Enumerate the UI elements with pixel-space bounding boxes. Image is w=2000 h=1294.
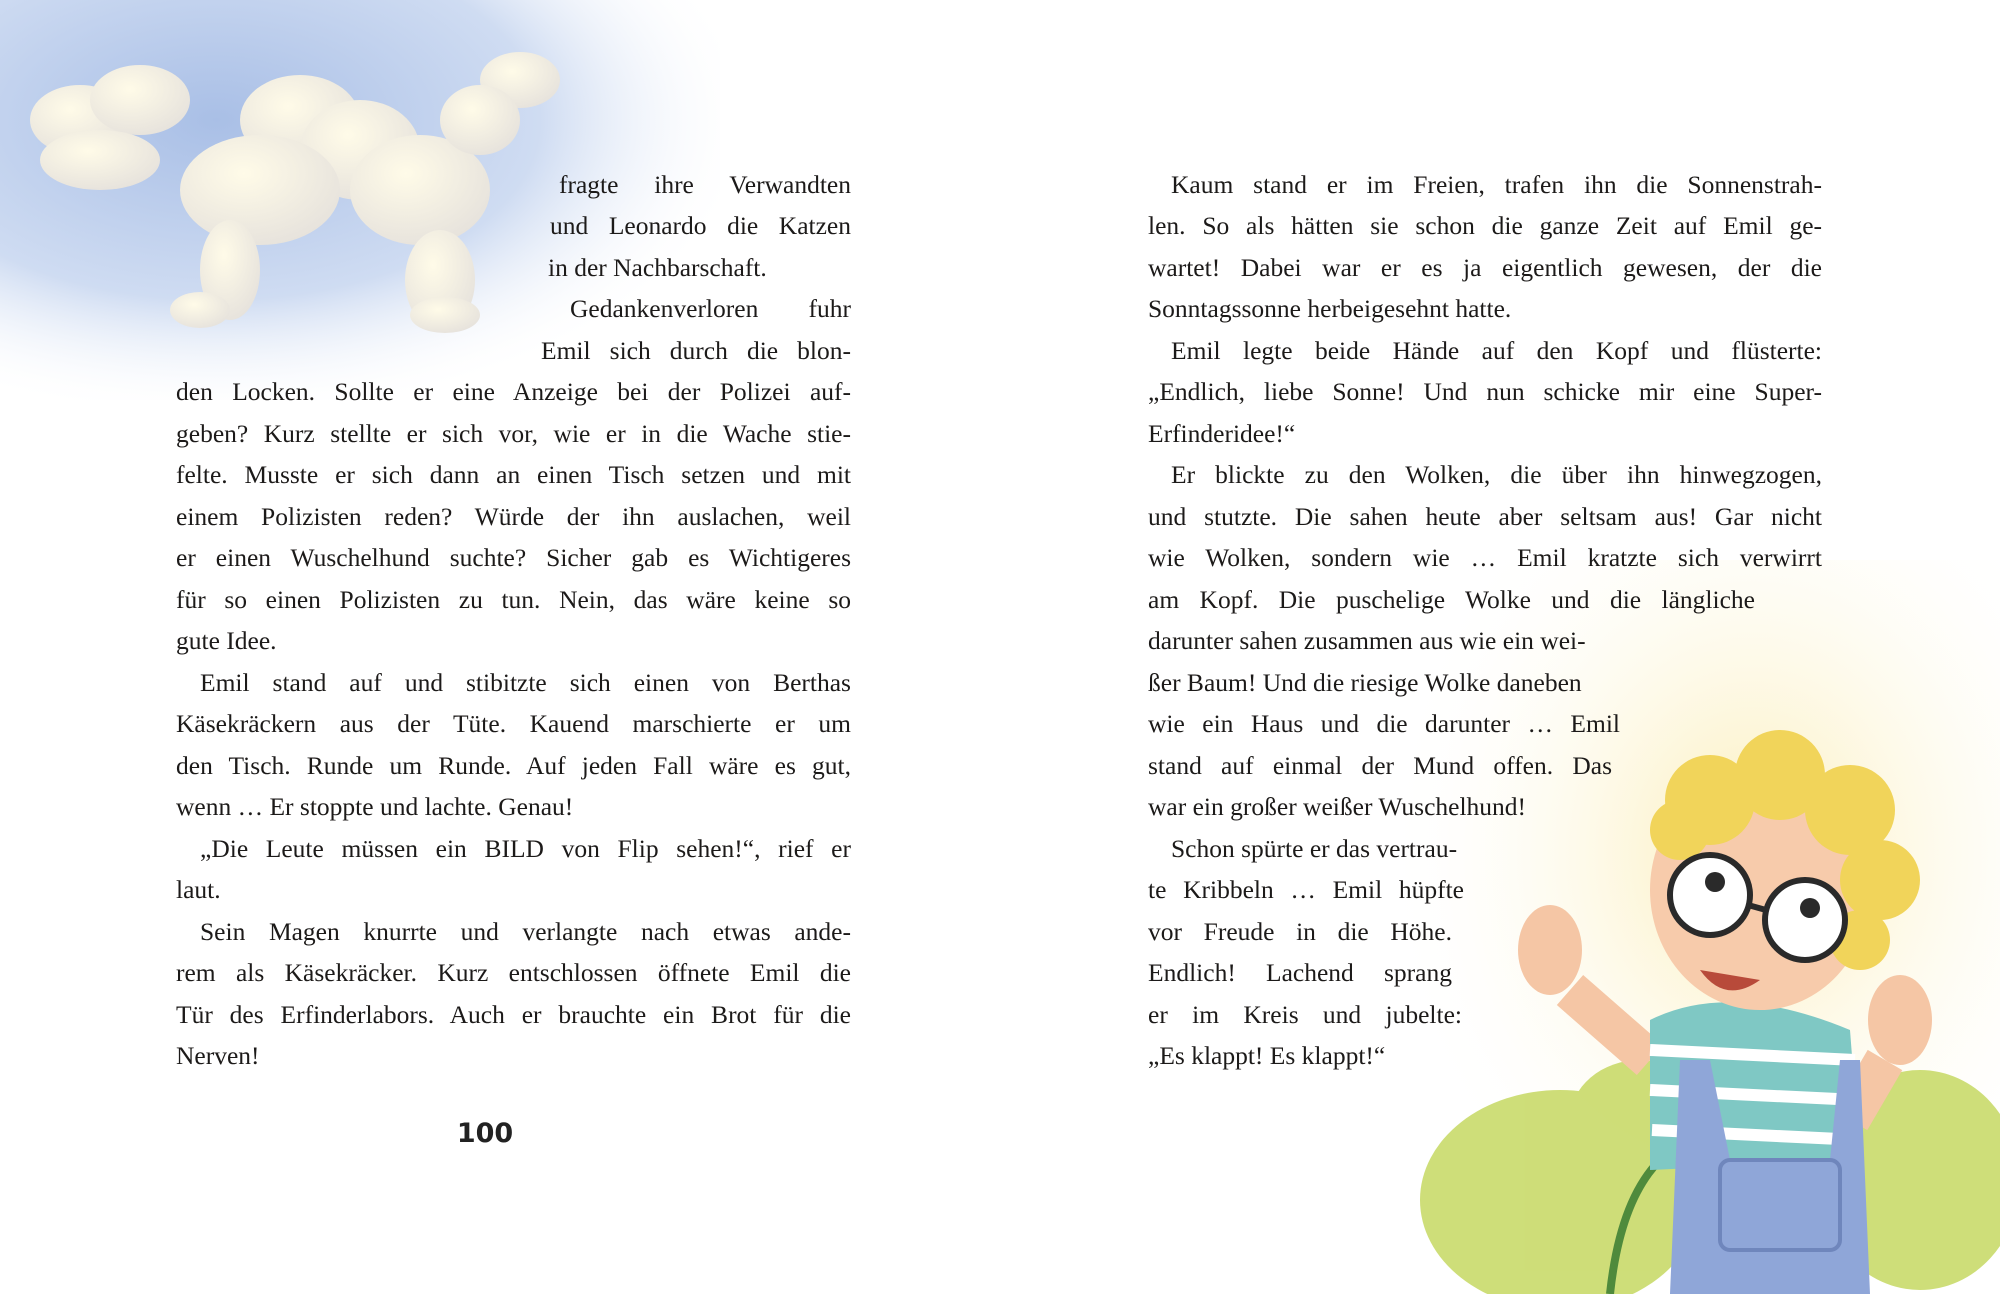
text-line: für so einen Polizisten zu tun. Nein, das wäre keine so [176,585,851,614]
text-line: Kaum stand er im Freien, trafen ihn die Sonnenstrah- [1171,170,1822,199]
text-line: Schon spürte er das vertrau- [1171,834,1458,863]
text-line: Sein Magen knurrte und verlangte nach etwas ande- [200,917,851,946]
page-number: 100 [456,1118,514,1149]
text-line: vor Freude in die Höhe. [1148,917,1452,946]
text-line: Emil stand auf und stibitzte sich einen von Berthas [200,668,851,697]
text-line: „Die Leute müssen ein BILD von Flip sehen!“, rief er [200,834,851,863]
text-line: wie Wolken, sondern wie … Emil kratzte sich verwirrt [1148,543,1822,572]
text-line: „Es klappt! Es klappt!“ [1148,1041,1386,1070]
text-line: felte. Musste er sich dann an einen Tisch setzen und mit [176,460,851,489]
text-line: wenn … Er stoppte und lachte. Genau! [176,792,574,821]
text-line: wie ein Haus und die darunter … Emil [1148,709,1620,738]
text-line: er im Kreis und jubelte: [1148,1000,1462,1029]
text-line: Emil legte beide Hände auf den Kopf und flüsterte: [1171,336,1822,365]
text-line: laut. [176,875,221,904]
text-line: Endlich! Lachend sprang [1148,958,1452,987]
text-line: am Kopf. Die puschelige Wolke und die längliche [1148,585,1755,614]
text-line: Tür des Erfinderlabors. Auch er brauchte ein Brot für die [176,1000,851,1029]
text-line: Käsekräckern aus der Tüte. Kauend marschierte er um [176,709,851,738]
text-line: und stutzte. Die sahen heute aber seltsam aus! Gar nicht [1148,502,1822,531]
text-line: fragte ihre Verwandten [559,170,851,199]
text-line: „Endlich, liebe Sonne! Und nun schicke mir eine Super- [1148,377,1822,406]
text-line: darunter sahen zusammen aus wie ein wei- [1148,626,1586,655]
text-line: Erfinderidee!“ [1148,419,1296,448]
text-line: den Locken. Sollte er eine Anzeige bei der Polizei auf- [176,377,851,406]
text-line: den Tisch. Runde um Runde. Auf jeden Fall wäre es gut, [176,751,851,780]
text-line: stand auf einmal der Mund offen. Das [1148,751,1612,780]
text-line: Er blickte zu den Wolken, die über ihn hinwegzogen, [1171,460,1822,489]
text-line: rem als Käsekräcker. Kurz entschlossen öffnete Emil die [176,958,851,987]
text-line: ßer Baum! Und die riesige Wolke daneben [1148,668,1582,697]
text-line: Gedankenverloren fuhr [570,294,851,323]
text-line: einem Polizisten reden? Würde der ihn auslachen, weil [176,502,851,531]
text-line: te Kribbeln … Emil hüpfte [1148,875,1464,904]
text-line: Nerven! [176,1041,260,1070]
text-line: wartet! Dabei war er es ja eigentlich gewesen, der die [1148,253,1822,282]
text-line: und Leonardo die Katzen [550,211,851,240]
text-line: er einen Wuschelhund suchte? Sicher gab es Wichtigeres [176,543,851,572]
text-line: in der Nachbarschaft. [548,253,767,282]
text-line: len. So als hätten sie schon die ganze Zeit auf Emil ge- [1148,211,1822,240]
text-line: geben? Kurz stellte er sich vor, wie er in die Wache stie- [176,419,851,448]
text-line: war ein großer weißer Wuschelhund! [1148,792,1527,821]
text-line: Emil sich durch die blon- [541,336,851,365]
text-line: gute Idee. [176,626,277,655]
text-line: Sonntagssonne herbeigesehnt hatte. [1148,294,1512,323]
